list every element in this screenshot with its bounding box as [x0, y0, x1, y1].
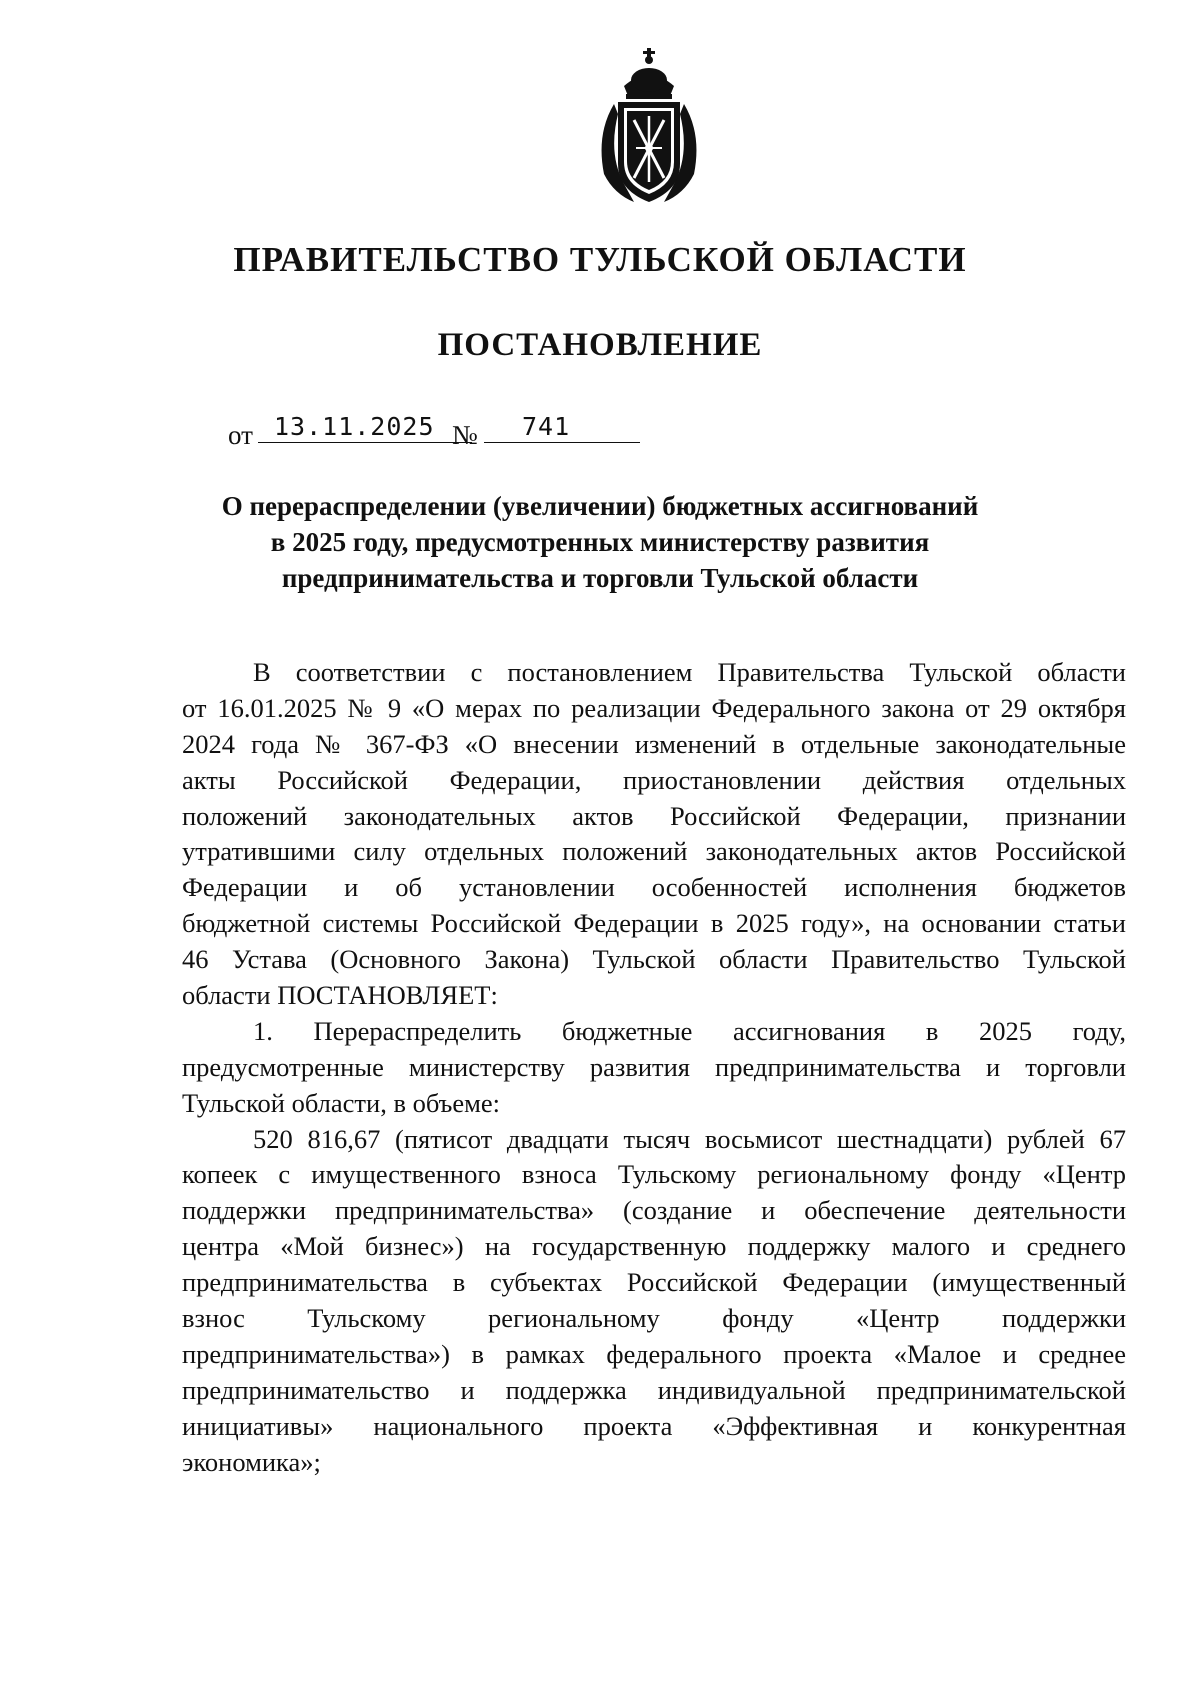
body-line: 520 816,67 (пятисот двадцати тысяч восьмисот шестнадцати) рублей 67: [253, 1123, 1126, 1154]
document-body: [182, 655, 1126, 1480]
date-underline: [258, 442, 472, 443]
body-line: Федерации и об установлении особенностей исполнения бюджетов: [182, 872, 1126, 903]
body-line: акты Российской Федерации, приостановлении действия отдельных: [182, 764, 1126, 795]
body-line: предпринимательство и поддержка индивидуальной предпринимательской: [182, 1374, 1126, 1405]
body-line: 2024 года № 367-ФЗ «О внесении изменений в отдельные законодательные: [182, 728, 1126, 759]
date-number-line: [228, 412, 728, 452]
document-number: 741: [522, 412, 571, 441]
body-line: утратившими силу отдельных положений законодательных актов Российской: [182, 836, 1126, 867]
body-line: предпринимательства») в рамках федерального проекта «Малое и среднее: [182, 1338, 1126, 1369]
body-line: 46 Устава (Основного Закона) Тульской области Правительство Тульской: [182, 944, 1126, 975]
body-line: инициативы» национального проекта «Эффективная и конкурентная: [182, 1410, 1126, 1441]
body-line: положений законодательных актов Российской Федерации, признании: [182, 800, 1126, 831]
body-line: копеек с имущественного взноса Тульскому региональному фонду «Центр: [182, 1159, 1126, 1190]
body-line: от 16.01.2025 № 9 «О мерах по реализации Федерального закона от 29 октября: [182, 692, 1126, 723]
body-line: взнос Тульскому региональному фонду «Центр поддержки: [182, 1303, 1126, 1334]
body-line: предусмотренные министерству развития предпринимательства и торговли: [182, 1051, 1126, 1082]
subject-line: О перераспределении (увеличении) бюджетных ассигнований: [221, 491, 979, 521]
body-line: центра «Мой бизнес») на государственную поддержку малого и среднего: [182, 1231, 1126, 1262]
document-type-title: ПОСТАНОВЛЕНИЕ: [437, 327, 763, 363]
body-line: 1. Перераспределить бюджетные ассигнования в 2025 году,: [253, 1015, 1126, 1046]
number-underline: [484, 442, 640, 443]
body-line: В соответствии с постановлением Правительства Тульской области: [253, 657, 1126, 687]
subject-line: в 2025 году, предусмотренных министерству развития: [270, 527, 930, 557]
subject-line: предпринимательства и торговли Тульской области: [281, 563, 919, 593]
date-label: от: [228, 420, 253, 450]
coat-of-arms-icon: [594, 44, 704, 208]
body-line: бюджетной системы Российской Федерации в 2025 году», на основании статьи: [182, 908, 1126, 939]
body-line: предпринимательства в субъектах Российской Федерации (имущественный: [182, 1267, 1126, 1298]
body-line: области ПОСТАНОВЛЯЕТ:: [182, 980, 498, 1011]
body-line: Тульской области, в объеме:: [182, 1087, 501, 1118]
document-subject: [160, 488, 1040, 596]
government-title: ПРАВИТЕЛЬСТВО ТУЛЬСКОЙ ОБЛАСТИ: [233, 240, 967, 279]
body-line: экономика»;: [182, 1446, 321, 1477]
body-line: поддержки предпринимательства» (создание и обеспечение деятельности: [182, 1195, 1126, 1226]
number-label: №: [452, 420, 478, 450]
document-date: 13.11.2025: [274, 412, 435, 441]
